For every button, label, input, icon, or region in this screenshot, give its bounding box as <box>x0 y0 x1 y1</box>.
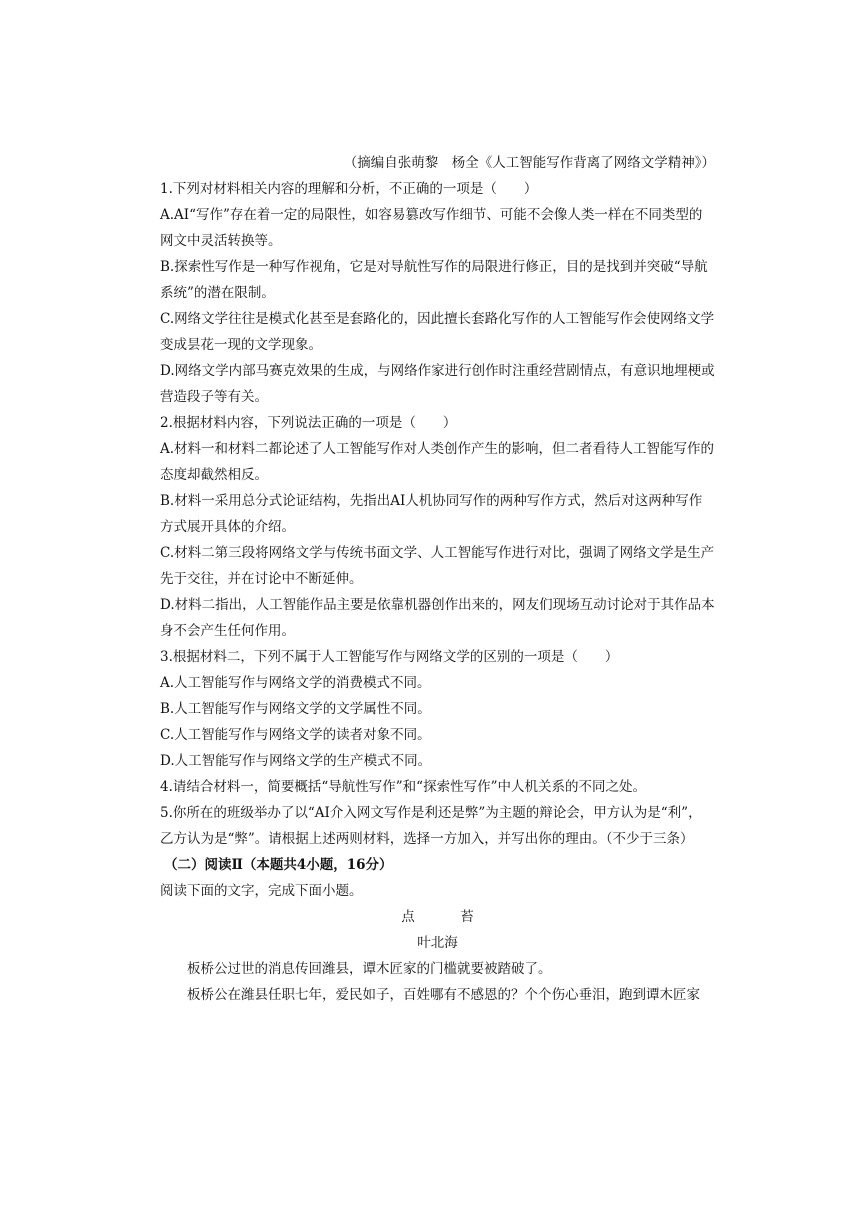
question-5: 5.你所在的班级举办了以“AI介入网文写作是利还是弊”为主题的辩论会，甲方认为是“利”，乙方认为是“弊”。请根据上述两则材料，选择一方加入，并写出你的理由。（不少于三条） <box>160 805 702 847</box>
question-4: 4.请结合材料一，简要概括“导航性写作”和“探索性写作”中人机关系的不同之处。 <box>160 779 646 795</box>
option-c: C.网络文学往往是模式化甚至是套路化的，因此擅长套路化写作的人工智能写作会使网络文学变成昙花一现的文学现象。 <box>160 311 715 353</box>
option-a: A.人工智能写作与网络文学的消费模式不同。 <box>160 675 431 691</box>
story-title: 点 苔 <box>401 909 490 925</box>
option-c: C.材料二第三段将网络文学与传统书面文学、人工智能写作进行对比，强调了网络文学是生产先于交往，并在讨论中不断延伸。 <box>160 545 715 587</box>
question-stem: 3.根据材料二，下列不属于人工智能写作与网络文学的区别的一项是（ ） <box>160 649 619 665</box>
option-a: A.AI“写作”存在着一定的局限性，如容易篡改写作细节、可能不会像人类一样在不同类型的网文中灵活转换等。 <box>160 207 703 249</box>
source-citation: （摘编自张萌黎 杨全《人工智能写作背离了网络文学精神》） <box>343 155 715 171</box>
option-b: B.人工智能写作与网络文学的文学属性不同。 <box>160 701 431 717</box>
document-body <box>160 150 715 1008</box>
option-c: C.人工智能写作与网络文学的读者对象不同。 <box>160 727 431 743</box>
question-stem: 1.下列对材料相关内容的理解和分析，不正确的一项是（ ） <box>160 181 538 197</box>
option-d: D.网络文学内部马赛克效果的生成，与网络作家进行创作时注重经营剧情点，有意识地埋梗或营造段子等有关。 <box>160 363 715 405</box>
option-a: A.材料一和材料二都论述了人工智能写作对人类创作产生的影响，但二者看待人工智能写作的态度却截然相反。 <box>160 441 715 483</box>
question-3 <box>160 644 715 774</box>
question-2 <box>160 410 715 644</box>
option-b: B.材料一采用总分式论证结构，先指出AI人机协同写作的两种写作方式，然后对这两种写作方式展开具体的介绍。 <box>160 493 703 535</box>
option-d: D.人工智能写作与网络文学的生产模式不同。 <box>160 753 432 769</box>
reading-instruction: 阅读下面的文字，完成下面小题。 <box>160 883 363 899</box>
section-heading: （二）阅读Ⅱ（本题共4小题，16分） <box>164 857 393 873</box>
story-author: 叶北海 <box>417 935 458 951</box>
question-stem: 2.根据材料内容，下列说法正确的一项是（ ） <box>160 415 457 431</box>
story-paragraph: 板桥公过世的消息传回潍县，谭木匠家的门槛就要被踏破了。 <box>187 961 552 977</box>
story-paragraph: 板桥公在潍县任职七年，爱民如子，百姓哪有不感恩的？个个伤心垂泪，跑到谭木匠家 <box>187 987 700 1003</box>
question-1 <box>160 176 715 410</box>
option-b: B.探索性写作是一种写作视角，它是对导航性写作的局限进行修正，目的是找到并突破“导航系统”的潜在限制。 <box>160 259 708 301</box>
option-d: D.材料二指出，人工智能作品主要是依靠机器创作出来的，网友们现场互动讨论对于其作品本身不会产生任何作用。 <box>160 597 715 639</box>
